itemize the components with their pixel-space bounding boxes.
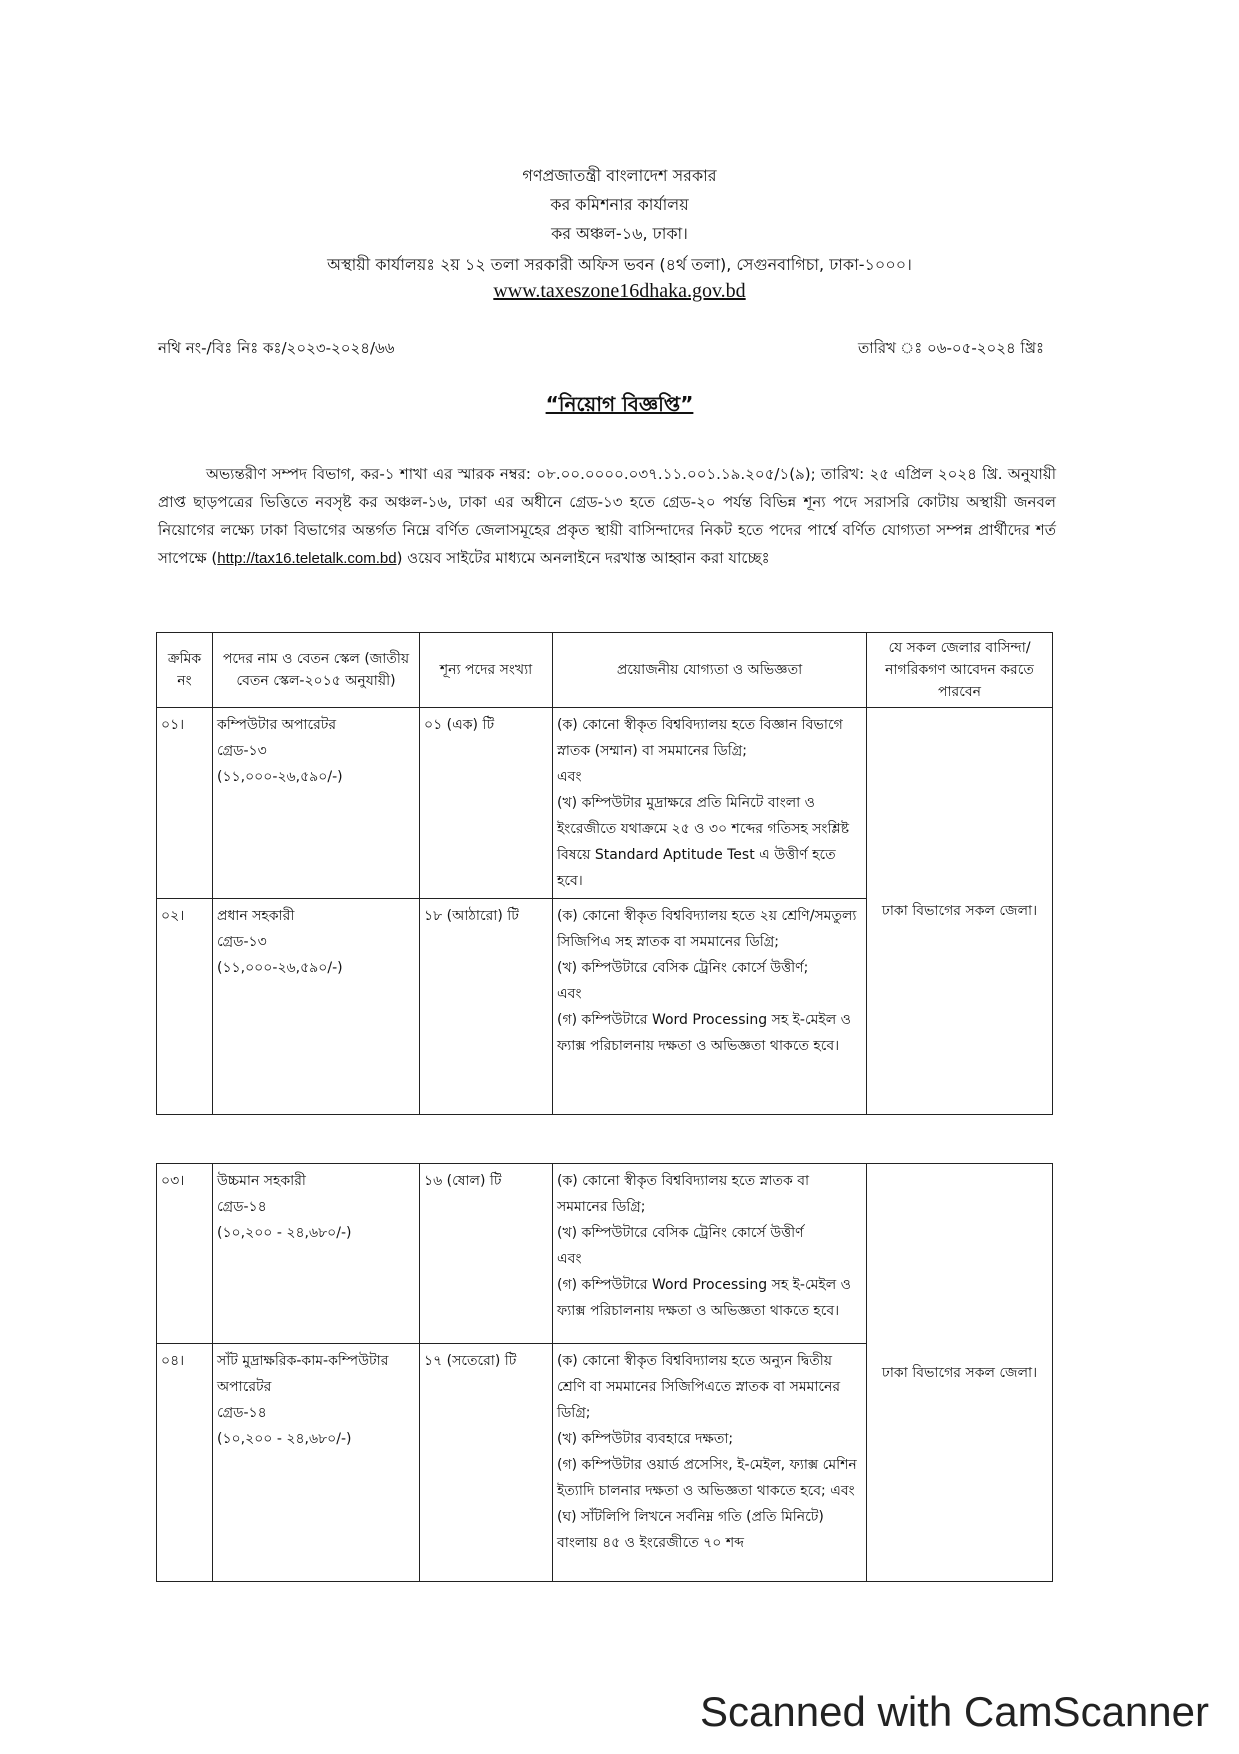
post-scale: (১১,০০০-২৬,৫৯০/-) xyxy=(217,769,343,785)
qualification-b: (খ) কম্পিউটারে বেসিক ট্রেনিং কোর্সে উত্তীর্ণ; xyxy=(557,960,809,976)
page-title xyxy=(0,390,1239,423)
row-qualification xyxy=(553,899,867,1115)
table-row xyxy=(157,708,1053,899)
post-grade: গ্রেড-১৪ xyxy=(217,1199,267,1215)
posts-table-1 xyxy=(156,632,1053,1115)
row-qualification xyxy=(553,708,867,899)
reference-number: নথি নং-/বিঃ নিঃ কঃ/২০২৩-২০২৪/৬৬ xyxy=(158,339,395,357)
qualification-and: এবং xyxy=(557,1251,582,1267)
qualification-a: (ক) কোনো স্বীকৃত বিশ্ববিদ্যালয় হতে অন্যুন দ্বিতীয় শ্রেণি বা সমমানের সিজিপিএতে স্নাতক বা সমমানের ডিগ্রি; xyxy=(557,1353,841,1421)
row-count: ১৮ (আঠারো) টি xyxy=(420,899,553,1115)
qualification-c: (গ) কম্পিউটারে Word Processing সহ ই-মেইল ও ফ্যাক্স পরিচালনায় দক্ষতা ও অভিজ্ঞতা থাকতে হবে। xyxy=(557,1012,851,1054)
title-text: “নিয়োগ বিজ্ঞপ্তি” xyxy=(545,392,694,416)
row-count: ১৭ (সতেরো) টি xyxy=(420,1344,553,1582)
qualification-a: (ক) কোনো স্বীকৃত বিশ্ববিদ্যালয় হতে ২য় শ্রেণি/সমতুল্য সিজিপিএ সহ স্নাতক বা সমমানের ডিগ্রি; xyxy=(557,908,857,950)
header-line-2: কর কমিশনার কার্যালয় xyxy=(550,195,689,214)
qualification-a: (ক) কোনো স্বীকৃত বিশ্ববিদ্যালয় হতে স্নাতক বা সমমানের ডিগ্রি; xyxy=(557,1173,810,1215)
row-post xyxy=(213,708,420,899)
post-name: প্রধান সহকারী xyxy=(217,908,295,924)
post-scale: (১০,২০০ - ২৪,৬৮০/-) xyxy=(217,1225,352,1241)
header-eligibility: যে সকল জেলার বাসিন্দা/নাগরিকগণ আবেদন করতে পারবেন xyxy=(867,633,1053,708)
header-qualification: প্রয়োজনীয় যোগ্যতা ও অভিজ্ঞতা xyxy=(553,633,867,708)
header-line-1: গণপ্রজাতন্ত্রী বাংলাদেশ সরকার xyxy=(522,166,717,185)
row-post xyxy=(213,899,420,1115)
notice-date: তারিখ ঃ ০৬-০৫-২০২৪ খ্রিঃ xyxy=(858,339,1044,357)
camscanner-watermark: Scanned with CamScanner xyxy=(700,1688,1209,1735)
row-post xyxy=(213,1164,420,1344)
row-serial: ০২। xyxy=(157,899,213,1115)
intro-text-after: ) ওয়েব সাইটের মাধ্যমে অনলাইনে দরখাস্ত আহ্বান করা যাচ্ছেঃ xyxy=(396,549,770,567)
row-count: ০১ (এক) টি xyxy=(420,708,553,899)
row-serial: ০১। xyxy=(157,708,213,899)
apply-link[interactable]: http://tax16.teletalk.com.bd xyxy=(217,550,397,567)
table-header-row xyxy=(157,633,1053,708)
row-qualification xyxy=(553,1344,867,1582)
post-name: কম্পিউটার অপারেটর xyxy=(217,717,337,733)
qualification-and: এবং xyxy=(557,986,582,1002)
row-serial: ০৩। xyxy=(157,1164,213,1344)
row-count: ১৬ (ষোল) টি xyxy=(420,1164,553,1344)
intro-paragraph xyxy=(158,460,1056,573)
qualification-a: (ক) কোনো স্বীকৃত বিশ্ববিদ্যালয় হতে বিজ্ঞান বিভাগে স্নাতক (সম্মান) বা সমমানের ডিগ্রি; xyxy=(557,717,843,759)
qualification-d: (ঘ) সাঁটলিপি লিখনে সর্বনিম্ন গতি (প্রতি মিনিটে) বাংলায় ৪৫ ও ইংরেজীতে ৭০ শব্দ xyxy=(557,1509,824,1551)
row-eligibility: ঢাকা বিভাগের সকল জেলা। xyxy=(867,1164,1053,1582)
post-scale: (১০,২০০ - ২৪,৬৮০/-) xyxy=(217,1431,352,1447)
qualification-b: (খ) কম্পিউটার ব্যবহারে দক্ষতা; xyxy=(557,1431,734,1447)
header-line-4: অস্থায়ী কার্যালয়ঃ ২য় ১২ তলা সরকারী অফিস ভবন (৪র্থ তলা), সেগুনবাগিচা, ঢাকা-১০০০। xyxy=(327,255,912,274)
header-post: পদের নাম ও বেতন স্কেল (জাতীয় বেতন স্কেল-২০১৫ অনুযায়ী) xyxy=(213,633,420,708)
qualification-b: (খ) কম্পিউটারে বেসিক ট্রেনিং কোর্সে উত্তীর্ণ xyxy=(557,1225,804,1241)
post-grade: গ্রেড-১৪ xyxy=(217,1405,267,1421)
row-post xyxy=(213,1344,420,1582)
qualification-and: এবং xyxy=(557,769,582,785)
header-serial: ক্রমিক নং xyxy=(157,633,213,708)
posts-table-2 xyxy=(156,1163,1053,1582)
post-scale: (১১,০০০-২৬,৫৯০/-) xyxy=(217,960,343,976)
table-row xyxy=(157,1164,1053,1344)
row-serial: ০৪। xyxy=(157,1344,213,1582)
header-line-3: কর অঞ্চল-১৬, ঢাকা। xyxy=(551,224,688,243)
post-name: উচ্চমান সহকারী xyxy=(217,1173,306,1189)
website-link[interactable]: www.taxeszone16dhaka.gov.bd xyxy=(493,280,746,302)
header-count: শূন্য পদের সংখ্যা xyxy=(420,633,553,708)
qualification-b: (খ) কম্পিউটার মুদ্রাক্ষরে প্রতি মিনিটে বাংলা ও ইংরেজীতে যথাক্রমে ২৫ ও ৩০ শব্দের গতিসহ সংশ্লিষ্ট বিষয়ে Standard Aptitude Test এ উত্তীর্ণ হতে হবে। xyxy=(557,795,849,889)
row-qualification xyxy=(553,1164,867,1344)
qualification-c: (গ) কম্পিউটারে Word Processing সহ ই-মেইল ও ফ্যাক্স পরিচালনায় দক্ষতা ও অভিজ্ঞতা থাকতে হবে। xyxy=(557,1277,851,1319)
post-name: সাঁট মুদ্রাক্ষরিক-কাম-কম্পিউটার অপারেটর xyxy=(217,1353,389,1395)
qualification-c: (গ) কম্পিউটার ওয়ার্ড প্রসেসিং, ই-মেইল, ফ্যাক্স মেশিন ইত্যাদি চালনার দক্ষতা ও অভিজ্ঞতা থাকতে হবে; এবং xyxy=(557,1457,857,1499)
intro-text: অভ্যন্তরীণ সম্পদ বিভাগ, কর-১ শাখা এর স্মারক নম্বর: ০৮.০০.০০০০.০৩৭.১১.০০১.১৯.২০৫/১(৯); তারিখ: ২৫ এপ্রিল ২০২৪ খ্রি. অনুযায়ী প্রাপ্ত ছাড়পত্রের ভিত্তিতে নবসৃষ্ট কর অঞ্চল-১৬, ঢাকা এর অধীনে গ্রেড-১৩ হতে গ্রেড-২০ পর্যন্ত বিভিন্ন শূন্য পদে সরাসরি কোটায় অস্থায়ী জনবল নিয়োগের লক্ষ্যে ঢাকা বিভাগের অন্তর্গত নিম্নে বর্ণিত জেলাসমূহের প্রকৃত স্থায়ী বাসিন্দাদের নিকট হতে পদের পার্শ্বে বর্ণিত যোগ্যতা সম্পন্ন প্রার্থীদের শর্ত সাপেক্ষে ( xyxy=(158,465,1056,567)
row-eligibility: ঢাকা বিভাগের সকল জেলা। xyxy=(867,708,1053,1115)
post-grade: গ্রেড-১৩ xyxy=(217,934,267,950)
post-grade: গ্রেড-১৩ xyxy=(217,743,267,759)
